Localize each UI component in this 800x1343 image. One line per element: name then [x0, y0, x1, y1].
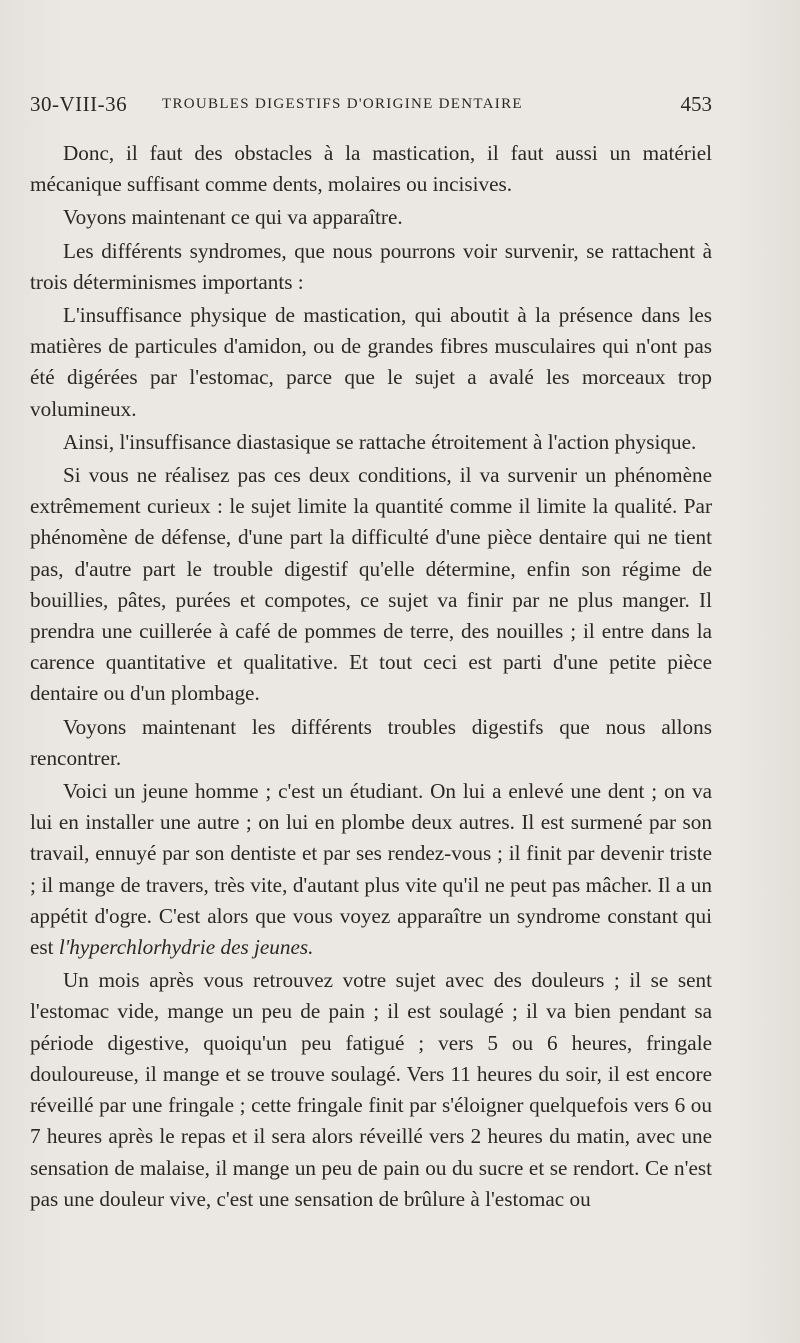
paragraph: Les différents syndromes, que nous pourrons voir survenir, se rattachent à trois déterminismes importants : — [30, 238, 712, 294]
paragraph: Un mois après vous retrouvez votre sujet avec des douleurs ; il se sent l'estomac vide, mange un peu de pain ; il est soulagé ; il va bien pendant sa période digestive, quoiqu'un peu fatigué ; vers 5 ou 6 heures, fringale douloureuse, il mange et se trouve soulagé. Vers 11 heures du soir, il est encore réveillé par une fringale ; cette fringale finit par s'éloigner quelquefois vers 6 ou 7 heures après le repas et il sera alors réveillé vers 2 heures du matin, avec une sensation de malaise, il mange un peu de pain ou du sucre et se rendort. Ce n'est pas une douleur vive, c'est une sensation de brûlure à l'estomac ou — [30, 968, 712, 1211]
header-date: 30-VIII-36 — [30, 92, 128, 116]
running-title: TROUBLES DIGESTIFS D'ORIGINE DENTAIRE — [162, 96, 523, 112]
paragraph: Si vous ne réalisez pas ces deux conditions, il va survenir un phénomène extrêmement curieux : le sujet limite la quantité comme il limite la qualité. Par phénomène de défense, d'une part la difficulté d'une pièce dentaire qui ne tient pas, d'autre part le trouble digestif qu'elle détermine, enfin son régime de bouillies, pâtes, purées et compotes, ce sujet va finir par ne plus manger. Il prendra une cuillerée à café de pommes de terre, des nouilles ; il entre dans la carence quantitative et qualitative. Et tout ceci est parti d'une petite pièce dentaire ou d'un plombage. — [30, 463, 712, 706]
body-text — [30, 138, 712, 1217]
italic-term: l'hyperchlorhydrie des jeunes. — [58, 935, 314, 960]
paragraph: L'insuffisance physique de mastication, qui aboutit à la présence dans les matières de particules d'amidon, ou de grandes fibres musculaires qui n'ont pas été digérées par l'estomac, parce que le sujet a avalé les morceaux trop volumineux. — [30, 303, 712, 421]
paragraph: Donc, il faut des obstacles à la mastication, il faut aussi un matériel mécanique suffisant comme dents, molaires ou incisives. — [30, 141, 712, 197]
running-header — [30, 92, 712, 122]
paragraph-text: Voici un jeune homme ; c'est un étudiant. On lui a enlevé une dent ; on va lui en installer une autre ; on lui en plombe deux autres. Il est surmené par son travail, ennuyé par son dentiste et par ses rendez-vous ; il finit par devenir triste ; il mange de travers, très vite, d'autant plus vite qu'il ne peut pas mâcher. Il a un appétit d'ogre. C'est alors que vous voyez apparaître un syndrome constant qui est — [30, 779, 712, 960]
paragraph: Voyons maintenant les différents troubles digestifs que nous allons rencontrer. — [30, 714, 712, 770]
page-number: 453 — [680, 92, 712, 116]
paragraph: Voyons maintenant ce qui va apparaître. — [63, 205, 403, 230]
paragraph — [30, 776, 712, 963]
paragraph: Ainsi, l'insuffisance diastasique se rattache étroitement à l'action physique. — [63, 429, 697, 454]
